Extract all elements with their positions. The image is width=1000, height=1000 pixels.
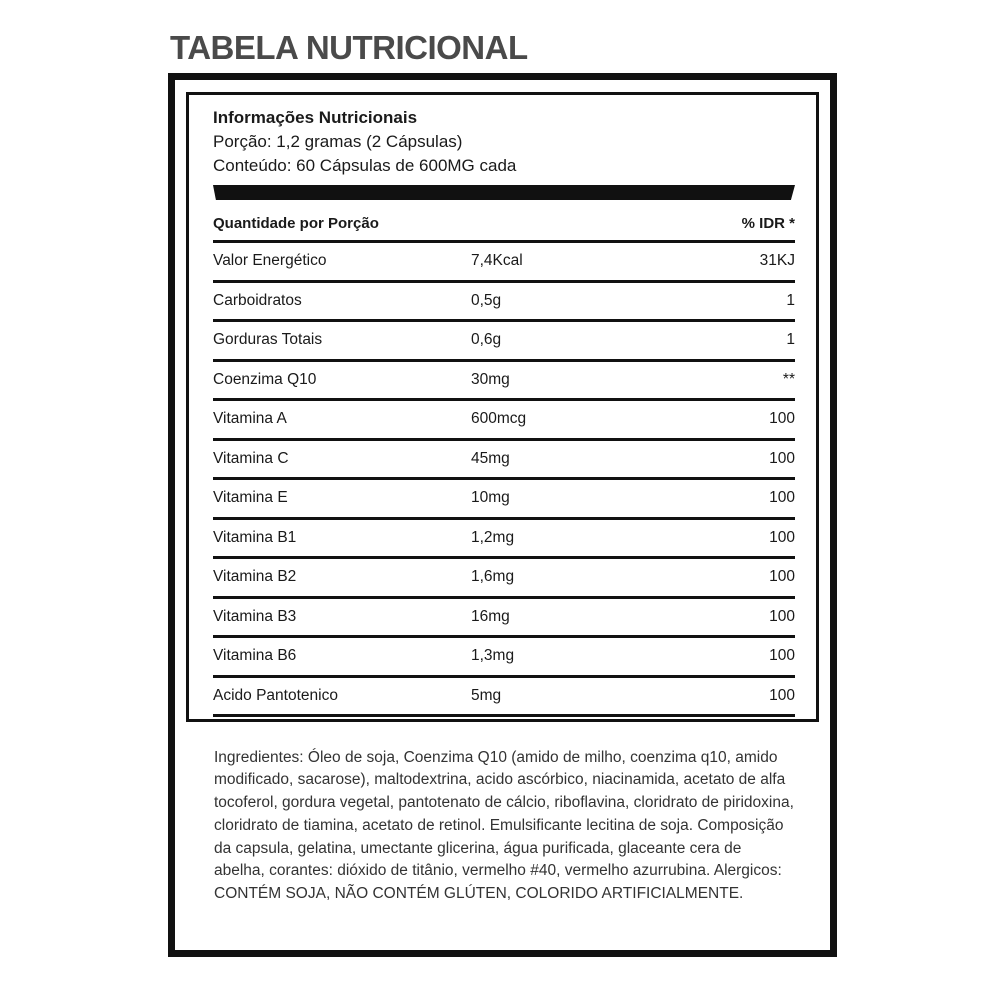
page-title: TABELA NUTRICIONAL	[170, 29, 528, 66]
table-row	[213, 556, 795, 596]
nutrient-amount: 7,4Kcal	[471, 252, 523, 269]
content-text: Conteúdo: 60 Cápsulas de 600MG cada	[213, 156, 517, 175]
nutrient-amount: 10mg	[471, 489, 510, 506]
nutrient-idr: 1	[786, 331, 795, 348]
table-row	[213, 477, 795, 517]
nutrient-name: Vitamina B6	[213, 647, 297, 664]
portion-text: Porção: 1,2 gramas (2 Cápsulas)	[213, 132, 463, 151]
nutrient-name: Valor Energético	[213, 252, 327, 269]
nutrient-amount: 30mg	[471, 370, 510, 388]
nutrient-idr: 100	[769, 528, 795, 546]
nutrient-idr: 1	[786, 291, 795, 309]
nutrient-amount: 0,6g	[471, 331, 502, 348]
nutrient-name: Vitamina B1	[213, 528, 297, 546]
header-divider-bar	[213, 185, 795, 200]
nutrient-name: Vitamina C	[213, 449, 289, 467]
table-row	[213, 319, 795, 359]
table-row	[213, 280, 795, 320]
nutrient-idr: 100	[769, 686, 795, 704]
nutrient-amount: 45mg	[471, 449, 510, 467]
nutrient-amount: 0,5g	[471, 291, 502, 309]
nutrient-name: Carboidratos	[213, 291, 302, 309]
nutrition-info-header	[213, 106, 803, 178]
table-row	[213, 635, 795, 675]
nutrient-amount: 600mcg	[471, 410, 527, 427]
nutrient-idr: 100	[769, 607, 795, 625]
nutrient-name: Vitamina A	[213, 410, 287, 427]
table-row	[213, 398, 795, 438]
nutrition-table	[213, 240, 795, 717]
nutrient-idr: 100	[769, 410, 795, 427]
nutrient-idr: 31KJ	[759, 252, 795, 269]
nutrient-idr: 100	[769, 568, 795, 585]
nutrient-idr: **	[782, 370, 795, 388]
table-row	[213, 359, 795, 399]
table-row	[213, 240, 795, 280]
header-quantity-label: Quantidade por Porção	[213, 215, 379, 232]
nutrient-name: Gorduras Totais	[213, 331, 323, 348]
nutrient-name: Acido Pantotenico	[213, 686, 338, 704]
nutrient-name: Vitamina B2	[213, 568, 297, 585]
nutrient-idr: 100	[769, 449, 795, 467]
nutrient-amount: 16mg	[471, 607, 510, 625]
table-row	[213, 675, 795, 718]
nutrient-name: Vitamina B3	[213, 607, 297, 625]
table-row	[213, 517, 795, 557]
table-row	[213, 438, 795, 478]
nutrient-amount: 1,6mg	[471, 568, 515, 585]
nutrient-name: Vitamina E	[213, 489, 288, 506]
table-row	[213, 596, 795, 636]
nutrient-idr: 100	[769, 489, 795, 506]
nutrient-amount: 5mg	[471, 686, 502, 704]
ingredients-text: Ingredientes: Óleo de soja, Coenzima Q10 (amido de milho, coenzima q10, amido modificado, sacarose), maltodextrina, acido ascórbico, niacinamida, acetato de alfa tocoferol, gordura vegetal, pantotenato de cálcio, riboflavina, cloridrato de piridoxina, cloridrato de tiamina, acetato de retinol. Emulsificante lecitina de soja. Composição da capsula, gelatina, umectante glicerina, água purificada, glaceante cera de abelha, corantes: dióxido de titânio, vermelho #40, vermelho azurrubina. Alergicos: CONTÉM SOJA, NÃO CONTÉM GLÚTEN, COLORIDO ARTIFICIALMENTE.	[214, 748, 794, 903]
nutrient-idr: 100	[769, 647, 795, 664]
nutrient-amount: 1,3mg	[471, 647, 515, 664]
header-idr-label: % IDR *	[741, 215, 795, 232]
nutrient-amount: 1,2mg	[471, 528, 515, 546]
nutrition-info-title: Informações Nutricionais	[213, 108, 418, 127]
nutrient-name: Coenzima Q10	[213, 370, 317, 388]
table-header	[213, 210, 795, 238]
